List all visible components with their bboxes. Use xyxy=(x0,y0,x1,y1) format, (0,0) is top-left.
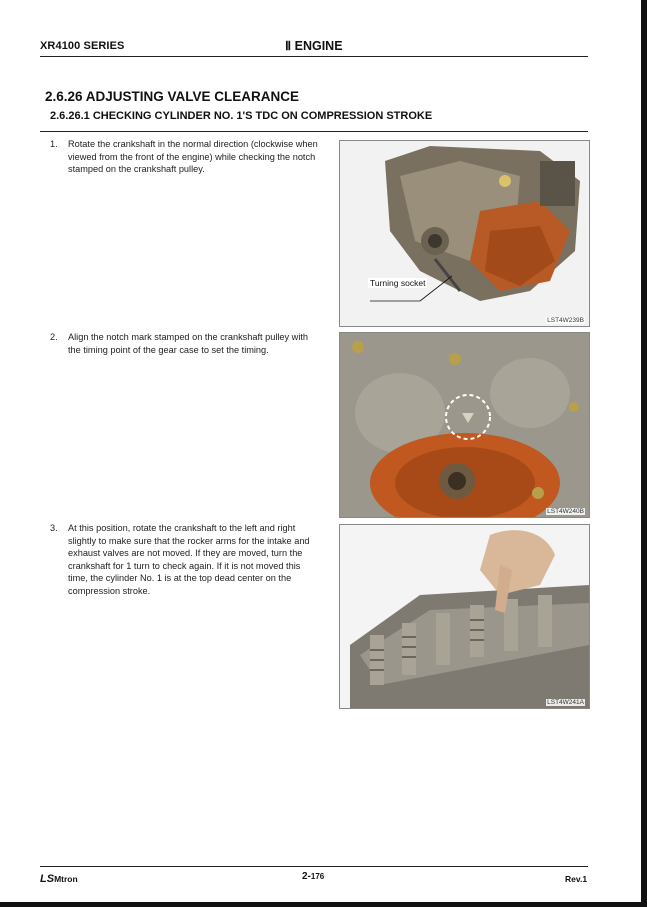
step-number: 1. xyxy=(50,139,58,149)
step-number: 3. xyxy=(50,523,58,533)
ls-mtron-logo xyxy=(40,873,78,885)
page-number-value: 176 xyxy=(310,872,325,881)
footer-rule xyxy=(40,866,588,867)
logo-ls: LS xyxy=(40,873,55,885)
photo-code: LST4W241A xyxy=(547,699,584,706)
subsection-title: 2.6.26.1 CHECKING CYLINDER NO. 1'S TDC ON COMPRESSION STROKE xyxy=(50,110,433,122)
step-2 xyxy=(50,331,320,356)
header-rule xyxy=(40,56,588,57)
photo-code: LST4W239B xyxy=(547,317,584,324)
step-text: Rotate the crankshaft in the normal direction (clockwise when viewed from the front of the engine) while checking the notch stamped on the crankshaft pulley. xyxy=(68,139,318,175)
step-text: Align the notch mark stamped on the crankshaft pulley with the timing point of the gear case to set the timing. xyxy=(68,332,309,355)
logo-mtron: Mtron xyxy=(54,874,78,884)
page-edge-bottom xyxy=(0,902,647,907)
photo-engine-turning-socket xyxy=(339,140,590,327)
revision: Rev.1 xyxy=(565,874,588,884)
step-text: At this position, rotate the crankshaft to the left and right slightly to make sure that the rocker arms for the intake and exhaust valves are not moved. If they are moved, turn the crankshaft for 1 turn to check again. If it is not moved this time, the cylinder No. 1 is at the top dead center on the compression stroke. xyxy=(68,523,310,596)
callout-turning-socket: Turning socket xyxy=(370,278,426,288)
header-chapter: Ⅱ ENGINE xyxy=(285,39,343,53)
page-prefix: 2- xyxy=(302,871,311,882)
photo-code: LST4W240B xyxy=(547,508,584,515)
header-series: XR4100 SERIES xyxy=(40,40,125,52)
photo-rocker-arms-check xyxy=(339,524,590,709)
section-title: 2.6.26 ADJUSTING VALVE CLEARANCE xyxy=(45,89,300,104)
subsection-rule xyxy=(40,131,588,132)
photo-crankshaft-pulley-notch xyxy=(339,332,590,518)
step-3 xyxy=(50,522,320,598)
page-edge-right xyxy=(641,0,647,907)
step-number: 2. xyxy=(50,332,58,342)
page-number xyxy=(302,871,324,882)
step-1 xyxy=(50,138,320,176)
